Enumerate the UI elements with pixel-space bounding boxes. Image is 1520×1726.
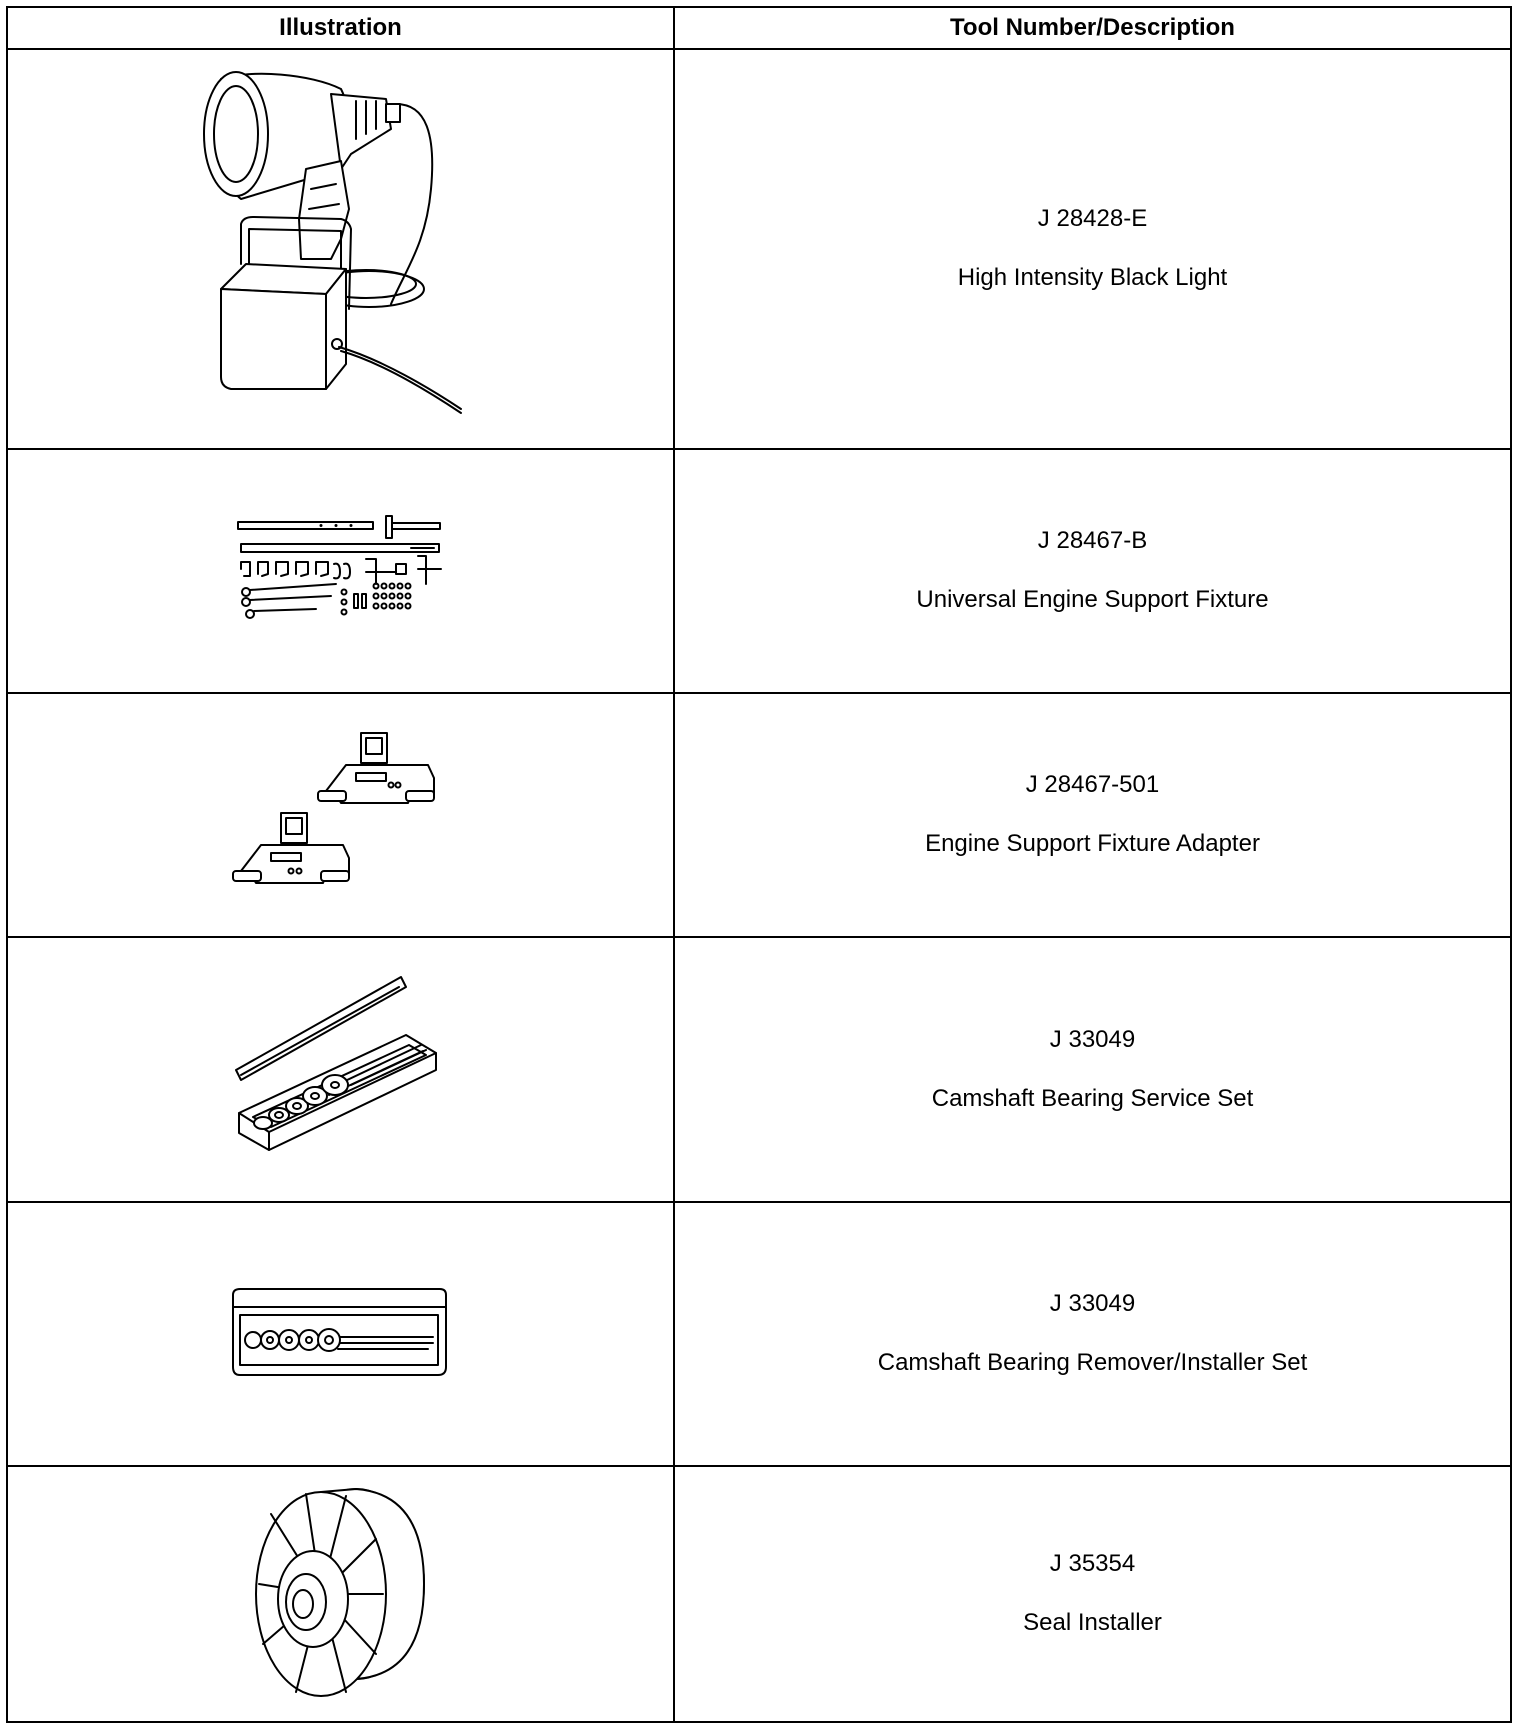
fixture-adapter-icon (231, 728, 451, 903)
tool-number: J 28467-501 (1025, 771, 1160, 799)
tool-info-cell (674, 1202, 1511, 1466)
black-light-icon (191, 59, 491, 439)
tool-description: Seal Installer (1023, 1609, 1162, 1636)
illustration-cell (7, 1202, 674, 1466)
tool-info-cell (674, 449, 1511, 693)
tool-number: J 33049 (1049, 1025, 1136, 1053)
table-row (7, 49, 1511, 449)
tool-column-header: Tool Number/Description (674, 7, 1511, 49)
table-row (7, 1202, 1511, 1466)
tool-number: J 35354 (1049, 1550, 1136, 1578)
tool-info-cell (674, 49, 1511, 449)
tool-info-cell (674, 693, 1511, 937)
tool-number: J 28467-B (1037, 527, 1148, 555)
special-tools-table (6, 6, 1512, 1723)
illustration-cell (7, 937, 674, 1202)
illustration-cell (7, 693, 674, 937)
illustration-cell (7, 449, 674, 693)
tool-description: Universal Engine Support Fixture (916, 586, 1269, 613)
tool-number: J 28428-E (1037, 205, 1148, 233)
seal-installer-icon (251, 1484, 431, 1704)
table-header-row (7, 7, 1511, 49)
camshaft-remover-installer-set-icon (228, 1287, 453, 1382)
table-row (7, 1466, 1511, 1722)
tool-info-cell (674, 1466, 1511, 1722)
tool-description: High Intensity Black Light (957, 264, 1228, 291)
tool-description: Camshaft Bearing Remover/Installer Set (877, 1349, 1308, 1376)
table-row (7, 693, 1511, 937)
table-row (7, 449, 1511, 693)
engine-support-fixture-icon (236, 514, 446, 629)
tool-number: J 33049 (1049, 1290, 1136, 1318)
table-row (7, 937, 1511, 1202)
tool-description: Engine Support Fixture Adapter (925, 830, 1260, 857)
camshaft-service-set-icon (231, 975, 451, 1165)
tool-info-cell (674, 937, 1511, 1202)
tool-description: Camshaft Bearing Service Set (931, 1084, 1254, 1112)
illustration-cell (7, 49, 674, 449)
illustration-cell (7, 1466, 674, 1722)
illustration-column-header: Illustration (7, 7, 674, 49)
